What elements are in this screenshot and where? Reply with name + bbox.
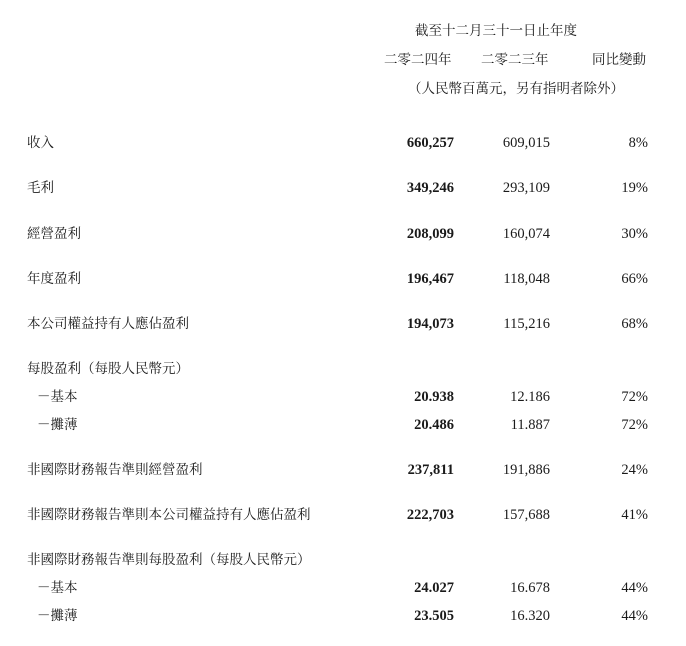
row-label: 非國際財務報告準則本公司權益持有人應佔盈利 xyxy=(27,507,311,523)
table-row-attributable-profit xyxy=(0,313,686,335)
column-header-2024: 二零二四年 xyxy=(384,52,452,68)
value-2024: 349,246 xyxy=(406,180,454,196)
row-label: 年度盈利 xyxy=(27,271,81,287)
row-label: －攤薄 xyxy=(37,608,78,624)
value-change: 24% xyxy=(621,462,648,478)
period-heading: 截至十二月三十一日止年度 xyxy=(415,23,577,39)
value-change: 72% xyxy=(621,389,648,405)
value-change: 19% xyxy=(621,180,648,196)
value-change: 44% xyxy=(621,608,648,624)
table-row-non-ifrs-operating-profit xyxy=(0,459,686,481)
row-label: 每股盈利（每股人民幣元） xyxy=(27,361,189,377)
table-row-annual-profit xyxy=(0,268,686,290)
value-2023: 11.887 xyxy=(510,417,550,433)
unit-note: （人民幣百萬元，另有指明者除外） xyxy=(408,81,624,97)
value-2024: 20.938 xyxy=(414,389,454,405)
table-row-non-ifrs-eps-diluted xyxy=(0,605,686,627)
row-label: 本公司權益持有人應佔盈利 xyxy=(27,316,189,332)
row-label: 經營盈利 xyxy=(27,226,81,242)
value-2023: 160,074 xyxy=(502,226,550,242)
table-row-eps-diluted xyxy=(0,414,686,436)
row-label: －基本 xyxy=(37,389,78,405)
table-row-non-ifrs-attributable-profit xyxy=(0,504,686,526)
value-change: 41% xyxy=(621,507,648,523)
value-2024: 660,257 xyxy=(406,135,454,151)
value-change: 68% xyxy=(621,316,648,332)
value-2024: 237,811 xyxy=(407,462,454,478)
value-2024: 23.505 xyxy=(414,608,454,624)
value-2024: 20.486 xyxy=(414,417,454,433)
value-2023: 293,109 xyxy=(502,180,550,196)
table-row-operating-profit xyxy=(0,223,686,245)
value-2023: 12.186 xyxy=(510,389,550,405)
value-2024: 194,073 xyxy=(406,316,454,332)
value-2023: 16.320 xyxy=(510,608,550,624)
table-row-non-ifrs-eps-basic xyxy=(0,577,686,599)
value-2023: 157,688 xyxy=(502,507,550,523)
value-change: 30% xyxy=(621,226,648,242)
table-row-revenue xyxy=(0,132,686,154)
value-2024: 24.027 xyxy=(414,580,454,596)
table-row-gross-profit xyxy=(0,177,686,199)
value-2023: 16.678 xyxy=(510,580,550,596)
value-2024: 208,099 xyxy=(406,226,454,242)
row-label: －基本 xyxy=(37,580,78,596)
row-label: －攤薄 xyxy=(37,417,78,433)
row-label: 毛利 xyxy=(27,180,54,196)
value-change: 8% xyxy=(628,135,648,151)
value-2023: 115,216 xyxy=(503,316,550,332)
value-2024: 222,703 xyxy=(406,507,454,523)
value-2023: 609,015 xyxy=(502,135,550,151)
value-2023: 118,048 xyxy=(503,271,550,287)
table-row-eps-basic xyxy=(0,386,686,408)
value-change: 66% xyxy=(621,271,648,287)
column-header-change: 同比變動 xyxy=(592,52,646,68)
table-row-eps-heading xyxy=(0,358,686,380)
table-row-non-ifrs-eps-heading xyxy=(0,549,686,571)
row-label: 非國際財務報告準則經營盈利 xyxy=(27,462,203,478)
row-label: 收入 xyxy=(27,135,54,151)
value-change: 72% xyxy=(621,417,648,433)
value-2024: 196,467 xyxy=(406,271,454,287)
column-header-2023: 二零二三年 xyxy=(481,52,549,68)
value-change: 44% xyxy=(621,580,648,596)
value-2023: 191,886 xyxy=(502,462,550,478)
row-label: 非國際財務報告準則每股盈利（每股人民幣元） xyxy=(27,552,311,568)
